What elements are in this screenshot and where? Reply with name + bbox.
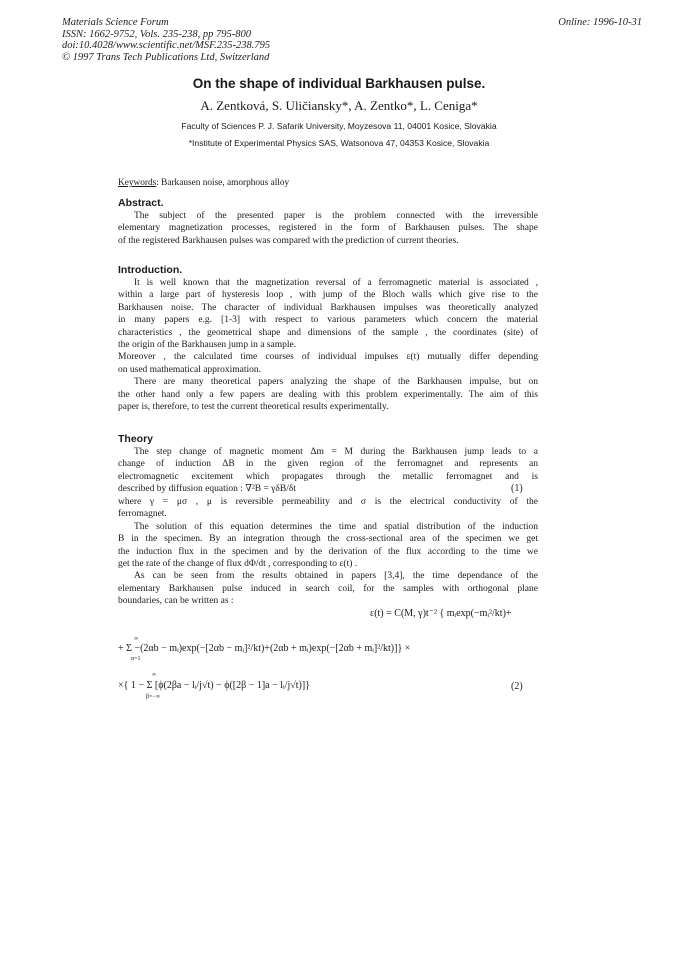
theory-line: The step change of magnetic moment Δm = M during the Barkhausen jump leads to a: [134, 447, 538, 457]
intro-line: the origin of the Barkhausen jump in a sample.: [118, 340, 297, 351]
theory-body-b: [118, 496, 538, 608]
equation-2-sum2-upper: ∞: [152, 672, 157, 678]
introduction-body: [118, 277, 538, 413]
theory-line: get the rate of the change of flux dΦ/dt , corresponding to ε(t) .: [118, 559, 358, 570]
keywords: [118, 178, 289, 188]
equation-2-sum1-lower: α=1: [131, 656, 141, 662]
equation-2-line-1: ε(t) = C(M, γ)t⁻² { mᵢexp(−mᵢ²/kt)+: [370, 608, 512, 619]
introduction-heading: Introduction.: [118, 264, 183, 276]
doi-line: doi:10.4028/www.scientific.net/MSF.235-238.795: [62, 40, 271, 52]
affiliation-1: Faculty of Sciences P. J. Safarik University, Moyzesova 11, 04001 Kosice, Slovakia: [181, 121, 497, 131]
theory-line: the induction flux in the specimen and by the derivation of the flux according to the time we: [118, 546, 538, 557]
theory-line: The solution of this equation determines the time and spatial distribution of the induction: [134, 521, 538, 532]
intro-line: in many papers e.g. [1-3] with respect to various parameters which concern the material: [118, 315, 538, 326]
journal-name: Materials Science Forum: [62, 17, 169, 28]
intro-line: Moreover , the calculated time courses of individual impulses ε(t) mutually differ depending: [118, 352, 538, 363]
intro-line: characteristics , the geometrical shape and dimensions of the sample , the coordinates (site) of: [118, 327, 538, 338]
equation-2-line-3: ×{ 1 − Σ [ϕ(2βa − lᵢ/j√t) − ϕ([2β − 1]a − lᵢ/j√t)]}: [118, 680, 310, 691]
issn-line: ISSN: 1662-9752, Vols. 235-238, pp 795-800: [62, 28, 251, 40]
intro-line: the other hand only a few papers are dealing with this problem experimentally. The aim of this: [118, 389, 538, 400]
theory-line: B in the specimen. By an integration through the cross-sectional area of the specimen we get: [118, 534, 538, 545]
theory-heading: Theory: [118, 433, 154, 445]
abstract-line: of the registered Barkhausen pulses was compared with the prediction of current theories.: [118, 235, 459, 246]
theory-line: elementary Barkhausen pulse induced in search coil, for the samples with orthogonal plane: [118, 583, 538, 594]
keywords-text: : Barkausen noise, amorphous alloy: [156, 178, 290, 188]
journal-header: [62, 17, 270, 63]
theory-line: described by diffusion equation : ∇²B = γδB/δt: [118, 484, 296, 495]
online-date: Online: 1996-10-31: [558, 17, 642, 28]
equation-2-sum2-lower: β=−∞: [146, 694, 161, 700]
intro-line: paper is, therefore, to test the current theoretical results experimentally.: [118, 402, 389, 413]
abstract-line: The subject of the presented paper is the problem connected with the irreversible: [134, 211, 538, 221]
theory-line: electromagnetic excitement which propagates through the metallic ferromagnet and is: [118, 471, 538, 482]
theory-line: where γ = μσ , μ is reversible permeability and σ is the electrical conductivity of the: [118, 497, 538, 507]
abstract-body: [118, 210, 538, 247]
intro-line: There are many theoretical papers analyzing the shape of the Barkhausen impulse, but on: [134, 377, 538, 388]
intro-line: on used mathematical approximation.: [118, 364, 261, 375]
theory-body-a: [118, 446, 538, 496]
intro-line: Barkhausen noise. The character of individual Barkhausen impulses was theoretically analyzed: [118, 302, 538, 313]
abstract-line: elementary magnetization processes, registered in the form of Barkhausen pulses. The shape: [118, 223, 538, 234]
theory-line: change of induction ΔB in the given region of the ferromagnet and represents an: [118, 459, 538, 470]
theory-line: ferromagnet.: [118, 509, 167, 520]
theory-line: As can be seen from the results obtained in papers [3,4], the time dependance of the: [134, 571, 538, 582]
affiliation-2: *Institute of Experimental Physics SAS, Watsonova 47, 04353 Kosice, Slovakia: [188, 138, 490, 148]
intro-line: within a large part of hysteresis loop , with jump of the Bloch walls which give rise to the: [118, 290, 538, 301]
theory-line: boundaries, can be written as :: [118, 596, 234, 607]
equation-1-number: (1): [511, 483, 523, 494]
equation-2-number: (2): [511, 681, 523, 692]
equation-2-line-2: + Σ −(2αb − mᵢ)exp(−[2αb − mᵢ]²/kt)+(2αb + mᵢ)exp(−[2αb + mᵢ]²/kt)]} ×: [118, 643, 411, 654]
keywords-label: Keywords: [118, 178, 157, 188]
abstract-heading: Abstract.: [118, 197, 164, 209]
copyright-line: © 1997 Trans Tech Publications Ltd, Switzerland: [62, 51, 270, 63]
intro-line: It is well known that the magnetization reversal of a ferromagnetic material is associated ,: [134, 278, 538, 288]
equation-2-sum1-upper: ∞: [134, 636, 139, 642]
author-list: A. Zentková, S. Uličiansky*, A. Zentko*, L. Ceniga*: [200, 98, 478, 113]
paper-title: On the shape of individual Barkhausen pulse.: [192, 76, 486, 91]
